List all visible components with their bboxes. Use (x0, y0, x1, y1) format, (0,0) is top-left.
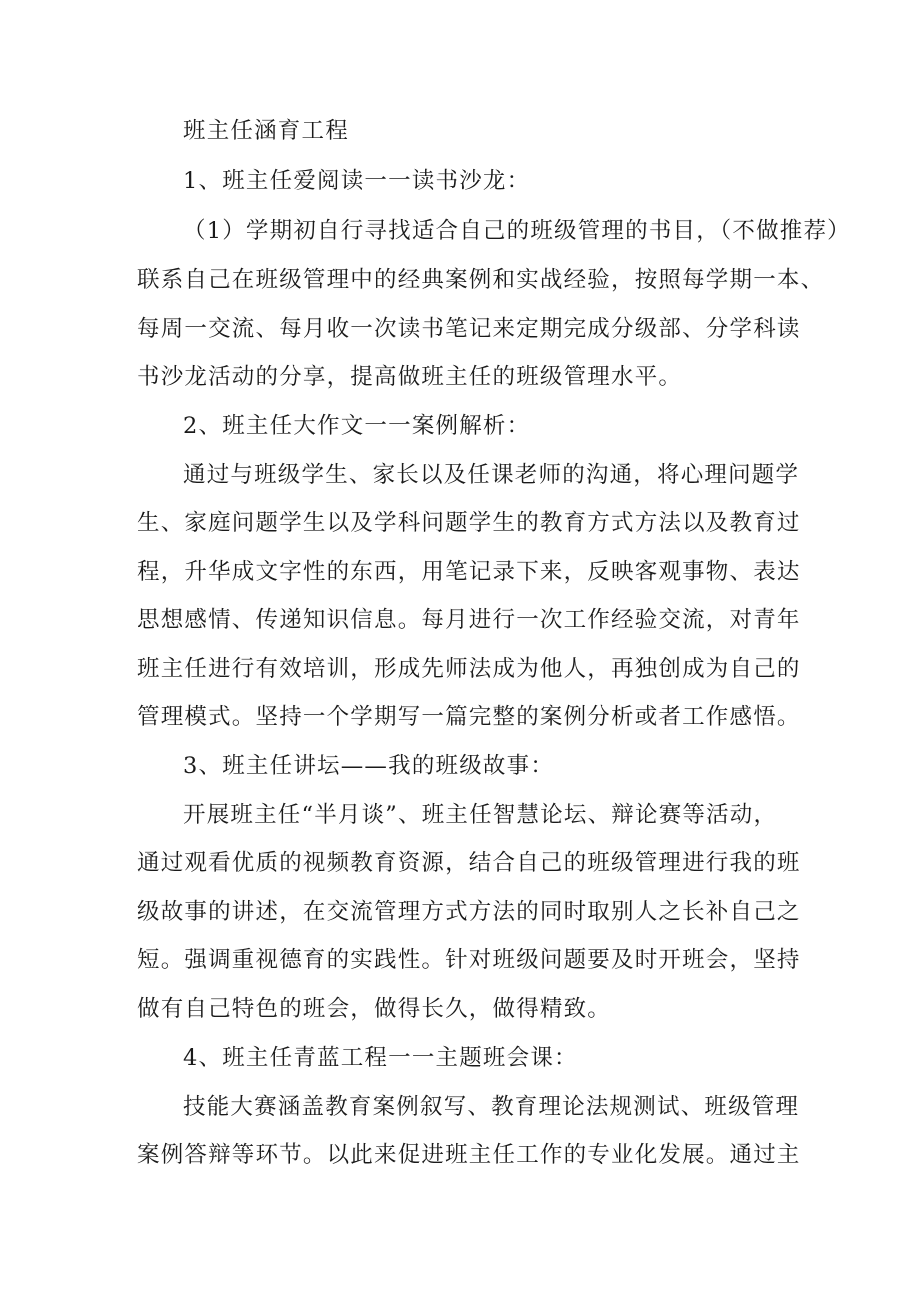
section-4-line-2: 案例答辩等环节。以此来促进班主任工作的专业化发展。通过主 (137, 1142, 801, 1168)
section-3-line-4: 短。强调重视德育的实践性。针对班级问题要及时开班会，坚持 (137, 947, 801, 973)
section-3-line-2: 通过观看优质的视频教育资源，结合自己的班级管理进行我的班 (137, 850, 801, 876)
section-1-line-4: 书沙龙活动的分享，提高做班主任的班级管理水平。 (137, 364, 683, 390)
section-3-line-1: 开展班主任“半月谈”、班主任智慧论坛、辩论赛等活动， (183, 802, 778, 828)
section-2-line-5: 班主任进行有效培训，形成先师法成为他人，再独创成为自己的 (137, 656, 801, 682)
section-1-line-1: （1）学期初自行寻找适合自己的班级管理的书目，（不做推荐） (183, 218, 851, 244)
section-1-line-3: 每周一交流、每月收一次读书笔记来定期完成分级部、分学科读 (137, 316, 801, 342)
section-4-line-1: 技能大赛涵盖教育案例叙写、教育理论法规测试、班级管理 (183, 1094, 800, 1120)
document-title: 班主任涵育工程 (183, 118, 349, 144)
section-3-heading: 3、班主任讲坛——我的班级故事： (183, 753, 555, 779)
section-2-heading: 2、班主任大作文一一案例解析： (183, 413, 531, 439)
section-1-heading: 1、班主任爱阅读一一读书沙龙： (183, 168, 531, 194)
section-2-line-6: 管理模式。坚持一个学期写一篇完整的案例分析或者工作感悟。 (137, 704, 801, 730)
section-4-heading: 4、班主任青蓝工程一一主题班会课： (183, 1045, 578, 1071)
section-2-line-4: 思想感情、传递知识信息。每月进行一次工作经验交流，对青年 (137, 607, 801, 633)
section-3-line-5: 做有自己特色的班会，做得长久，做得精致。 (137, 996, 612, 1022)
section-3-line-3: 级故事的讲述，在交流管理方式方法的同时取别人之长补自己之 (137, 899, 801, 925)
section-2-line-2: 生、家庭问题学生以及学科问题学生的教育方式方法以及教育过 (137, 510, 801, 536)
section-2-line-1: 通过与班级学生、家长以及任课老师的沟通，将心理问题学 (183, 462, 800, 488)
section-2-line-3: 程，升华成文字性的东西，用笔记录下来，反映客观事物、表达 (137, 559, 801, 585)
section-1-line-2: 联系自己在班级管理中的经典案例和实战经验，按照每学期一本、 (137, 267, 825, 293)
